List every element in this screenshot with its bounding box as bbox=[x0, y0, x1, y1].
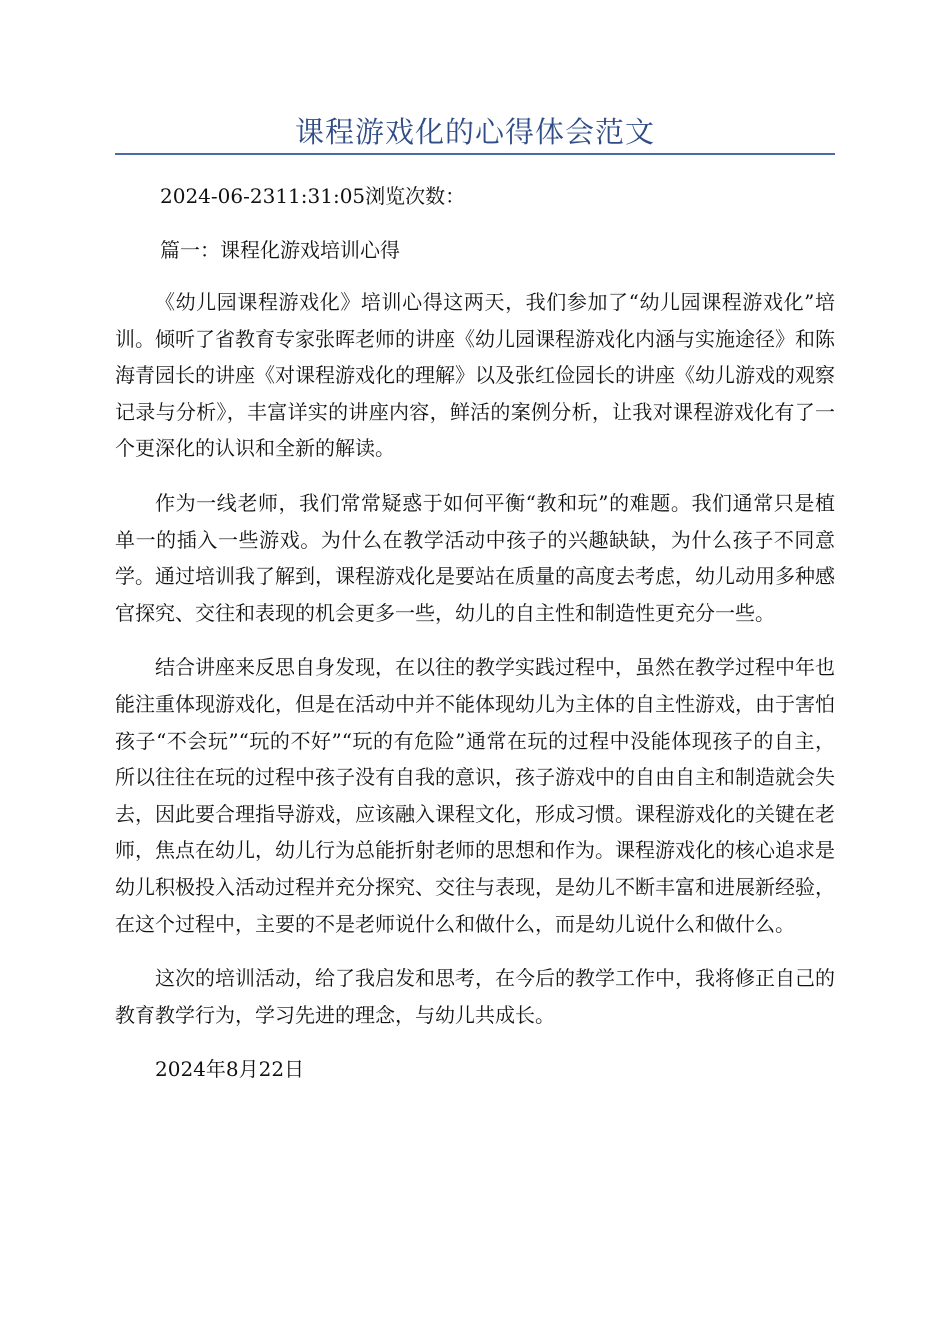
closing-date: 2024年8月22日 bbox=[155, 1057, 305, 1082]
paragraph: 结合讲座来反思自身发现，在以往的教学实践过程中，虽然在教学过程中年也能注重体现游戏化，但是在活动中并不能体现幼儿为主体的自主性游戏，由于害怕孩子“不会玩”“玩的不好”“玩的有危险”通常在玩的过程中没能体现孩子的自主，所以往往在玩的过程中孩子没有自我的意识，孩子游戏中的自由自主和制造就会失去，因此要合理指导游戏，应该融入课程文化，形成习惯。课程游戏化的关键在老师，焦点在幼儿，幼儿行为总能折射老师的思想和作为。课程游戏化的核心追求是幼儿积极投入活动过程并充分探究、交往与表现，是幼儿不断丰富和进展新经验，在这个过程中，主要的不是老师说什么和做什么，而是幼儿说什么和做什么。 bbox=[115, 655, 835, 936]
paragraph: 作为一线老师，我们常常疑惑于如何平衡“教和玩”的难题。我们通常只是植单一的插入一些游戏。为什么在教学活动中孩子的兴趣缺缺，为什么孩子不同意学。通过培训我了解到，课程游戏化是要站在质量的高度去考虑，幼儿动用多种感官探究、交往和表现的机会更多一些，幼儿的自主性和制造性更充分一些。 bbox=[115, 490, 835, 625]
section-heading: 篇一：课程化游戏培训心得 bbox=[160, 238, 400, 262]
paragraph: 《幼儿园课程游戏化》培训心得这两天，我们参加了“幼儿园课程游戏化”培训。倾听了省教育专家张晖老师的讲座《幼儿园课程游戏化内涵与实施途径》和陈海青园长的讲座《对课程游戏化的理解》以及张红俭园长的讲座《幼儿游戏的观察记录与分析》，丰富详实的讲座内容，鲜活的案例分析，让我对课程游戏化有了一个更深化的认识和全新的解读。 bbox=[115, 290, 835, 461]
article-body bbox=[115, 284, 835, 1088]
paragraph: 这次的培训活动，给了我启发和思考，在今后的教学工作中，我将修正自己的教育教学行为，学习先进的理念，与幼儿共成长。 bbox=[115, 966, 835, 1027]
title-divider bbox=[115, 153, 835, 155]
publish-meta: 2024-06-2311:31:05浏览次数： bbox=[160, 184, 466, 208]
document-title: 课程游戏化的心得体会范文 bbox=[294, 115, 655, 149]
